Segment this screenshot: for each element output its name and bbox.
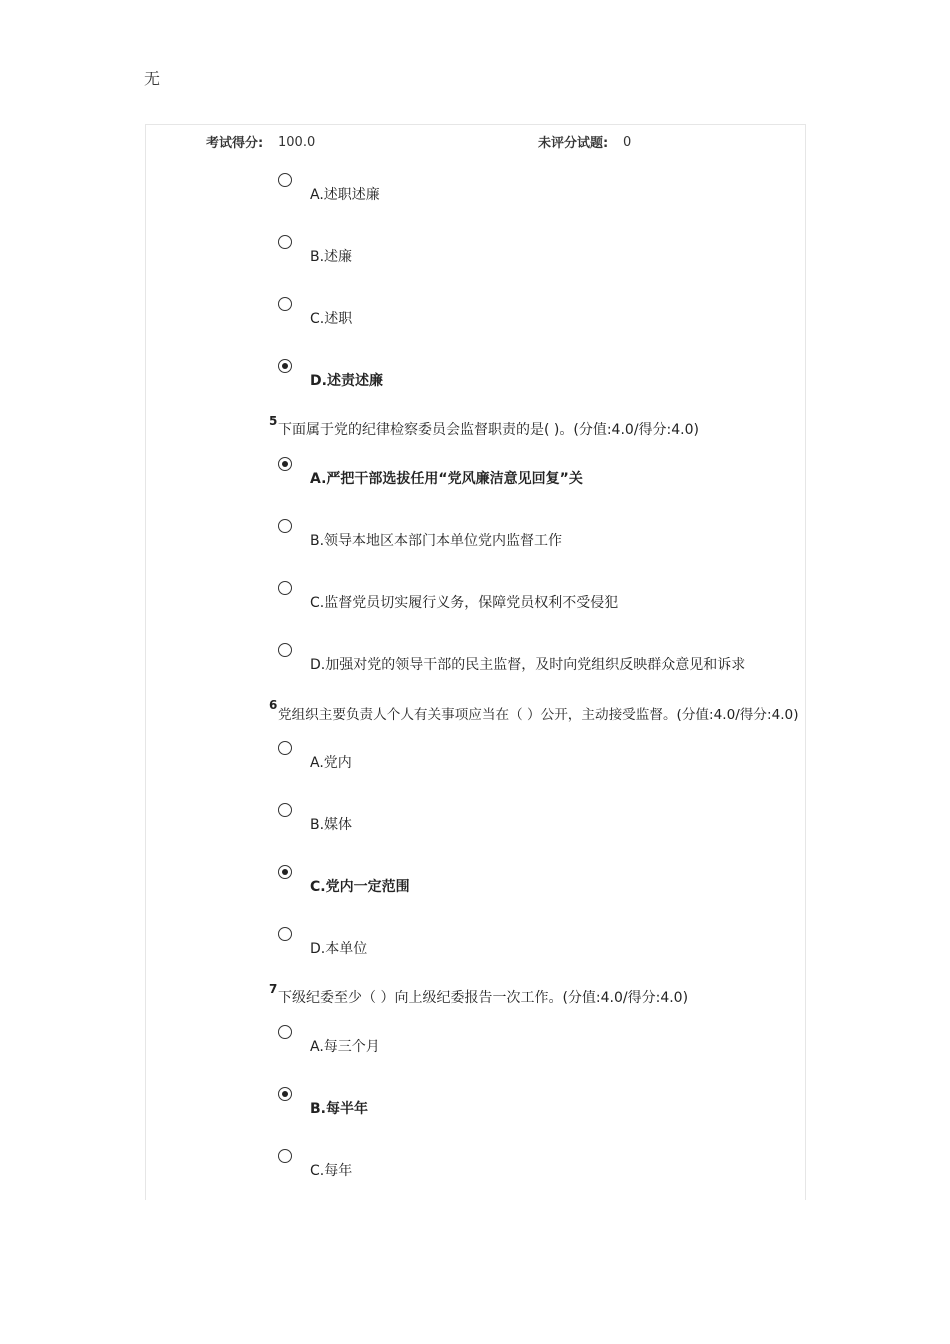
question-7-text: 下级纪委至少（ ）向上级纪委报告一次工作。(分值:4.0/得分:4.0) bbox=[278, 990, 689, 1006]
radio-q7-a[interactable] bbox=[278, 1025, 292, 1039]
ungraded-value: 0 bbox=[623, 135, 632, 150]
option-q6-a: A.党内 bbox=[310, 755, 352, 771]
option-q5-a: A.严把干部选拔任用“党风廉洁意见回复”关 bbox=[310, 471, 583, 487]
option-q5-b: B.领导本地区本部门本单位党内监督工作 bbox=[310, 533, 563, 549]
option-prev-b: B.述廉 bbox=[310, 249, 353, 265]
radio-q7-c[interactable] bbox=[278, 1149, 292, 1163]
radio-q5-a[interactable] bbox=[278, 457, 292, 471]
option-q7-b: B.每半年 bbox=[310, 1101, 368, 1117]
option-q6-b: B.媒体 bbox=[310, 817, 353, 833]
radio-prev-b[interactable] bbox=[278, 235, 292, 249]
option-q6-c: C.党内一定范围 bbox=[310, 879, 410, 895]
exam-score-value: 100.0 bbox=[278, 135, 316, 150]
option-prev-d: D.述责述廉 bbox=[310, 373, 383, 389]
radio-prev-a[interactable] bbox=[278, 173, 292, 187]
radio-q5-b[interactable] bbox=[278, 519, 292, 533]
exam-score-label: 考试得分: bbox=[206, 136, 264, 151]
question-6-text: 党组织主要负责人个人有关事项应当在（ ）公开，主动接受监督。(分值:4.0/得分:4.0) bbox=[278, 707, 799, 723]
option-q6-d: D.本单位 bbox=[310, 941, 368, 957]
radio-q5-c[interactable] bbox=[278, 581, 292, 595]
option-prev-c: C.述职 bbox=[310, 311, 353, 327]
option-q7-c: C.每年 bbox=[310, 1163, 353, 1179]
radio-prev-d[interactable] bbox=[278, 359, 292, 373]
radio-q6-b[interactable] bbox=[278, 803, 292, 817]
radio-q5-d[interactable] bbox=[278, 643, 292, 657]
question-5-text: 下面属于党的纪律检察委员会监督职责的是( )。(分值:4.0/得分:4.0) bbox=[278, 422, 699, 438]
question-7-number: 7 bbox=[269, 982, 278, 996]
radio-q6-c[interactable] bbox=[278, 865, 292, 879]
radio-q7-b[interactable] bbox=[278, 1087, 292, 1101]
radio-prev-c[interactable] bbox=[278, 297, 292, 311]
ungraded-label: 未评分试题: bbox=[538, 136, 609, 151]
option-q7-a: A.每三个月 bbox=[310, 1039, 380, 1055]
radio-q6-a[interactable] bbox=[278, 741, 292, 755]
option-prev-a: A.述职述廉 bbox=[310, 187, 380, 203]
option-q5-c: C.监督党员切实履行义务，保障党员权利不受侵犯 bbox=[310, 595, 619, 611]
option-q5-d: D.加强对党的领导干部的民主监督，及时向党组织反映群众意见和诉求 bbox=[310, 657, 746, 673]
radio-q6-d[interactable] bbox=[278, 927, 292, 941]
question-6-number: 6 bbox=[269, 698, 278, 712]
question-5-number: 5 bbox=[269, 414, 278, 428]
top-note: 无 bbox=[144, 69, 161, 88]
